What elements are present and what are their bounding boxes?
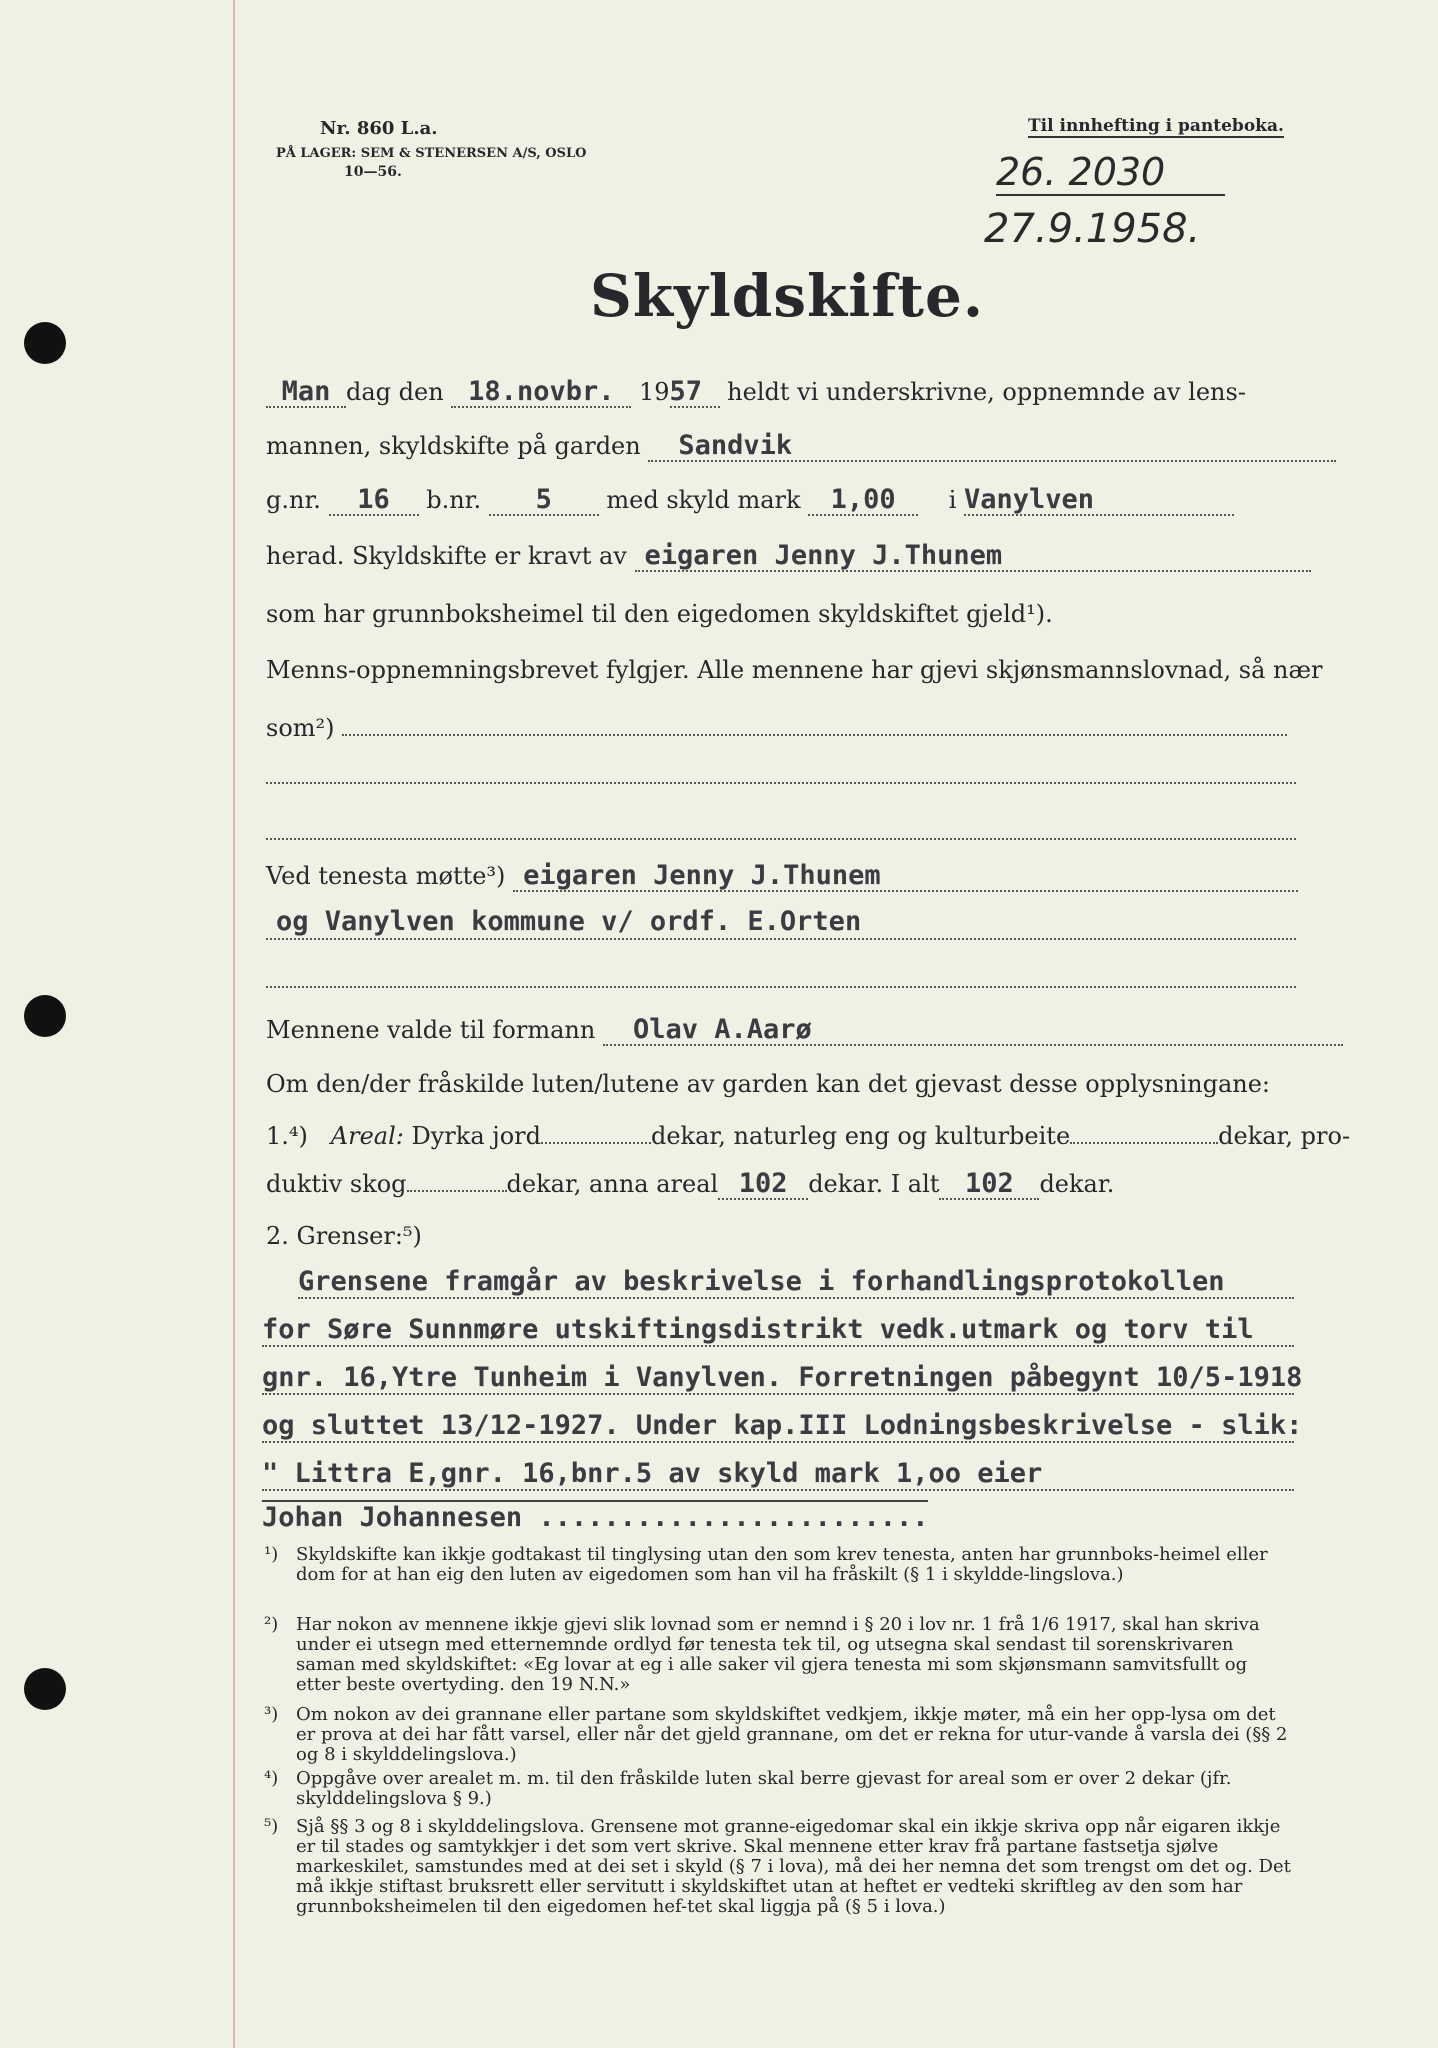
boundary-line: Grensene framgår av beskrivelse i forhandlingsprotokollen [298, 1266, 1294, 1299]
year-field: 57 [670, 378, 720, 408]
punch-hole [24, 322, 66, 364]
line-areal: 1.⁴) Areal: Dyrka jord dekar, naturleg eng og kulturbeite dekar, pro- [266, 1122, 1351, 1150]
attendee-1: eigaren Jenny J.Thunem [513, 862, 1298, 892]
boundary-line: " Littra E,gnr. 16,bnr.5 av skyld mark 1,oo eier [262, 1458, 1294, 1491]
attendee-2: og Vanylven kommune v/ ordf. E.Orten [266, 906, 1296, 940]
line-farm: mannen, skyldskifte på garden Sandvik [266, 432, 1336, 462]
boundary-line: for Søre Sunnmøre utskiftingsdistrikt vedk.utmark og torv til [262, 1314, 1294, 1347]
farm-field: Sandvik [648, 432, 1336, 462]
form-number: Nr. 860 L.a. [320, 118, 438, 139]
print-date: 10—56. [344, 164, 402, 180]
binding-note: Til innhefting i panteboka. [1028, 116, 1284, 136]
blank-line [266, 754, 1296, 784]
info-intro: Om den/der fråskilde luten/lutene av garden kan det gjevast desse opplysningane: [266, 1070, 1271, 1098]
handwritten-date: 27.9.1958. [984, 206, 1201, 252]
line-grunnbok: som har grunnboksheimel til den eigedomen skyldskiftet gjeld¹). [266, 600, 1053, 628]
line-requester: herad. Skyldskifte er kravt av eigaren Jenny J.Thunem [266, 542, 1311, 572]
requester-field: eigaren Jenny J.Thunem [635, 542, 1311, 572]
line-som: som²) [266, 714, 1287, 742]
line-attendance: Ved tenesta møtte³) eigaren Jenny J.Thunem [266, 862, 1298, 892]
municipality-field: Vanylven [964, 486, 1234, 516]
line-gnr: g.nr. 16 b.nr. 5 med skyld mark 1,00 i Vanylven [266, 486, 1234, 516]
gnr-field: 16 [329, 486, 419, 516]
line-menns: Menns-oppnemningsbrevet fylgjer. Alle mennene har gjevi skjønsmannslovnad, så nær [266, 656, 1323, 684]
punch-hole [24, 1668, 66, 1710]
day-field: Man [266, 378, 346, 408]
margin-line [233, 0, 235, 2048]
chair-name: Olav A.Aarø [603, 1016, 1343, 1046]
bnr-field: 5 [489, 486, 599, 516]
boundary-line: og sluttet 13/12-1927. Under kap.III Lodningsbeskrivelse - slik: [262, 1410, 1303, 1441]
handwritten-number: 26. 2030 [996, 150, 1225, 196]
line-skog: duktiv skog dekar, anna areal 102 dekar. I alt 102 dekar. [266, 1168, 1115, 1199]
boundary-line: Johan Johannesen ........................ [262, 1502, 929, 1533]
boundary-line: gnr. 16,Ytre Tunheim i Vanylven. Forretningen påbegynt 10/5-1918 [262, 1362, 1303, 1393]
document-title: Skyldskifte. [590, 262, 985, 330]
total-field: 102 [939, 1170, 1039, 1200]
grenser-label: 2. Grenser:⁵) [266, 1222, 422, 1250]
line-date: Man dag den 18.novbr. 1957 heldt vi underskrivne, oppnemnde av lens- [266, 378, 1296, 410]
line-chair: Mennene valde til formann Olav A.Aarø [266, 1016, 1343, 1046]
blank-line [266, 810, 1296, 840]
skyld-field: 1,00 [808, 486, 918, 516]
publisher: PÅ LAGER: SEM & STENERSEN A/S, OSLO [276, 146, 587, 161]
date-field: 18.novbr. [451, 378, 631, 408]
blank-line [266, 958, 1296, 988]
anna-areal-field: 102 [718, 1170, 808, 1200]
punch-hole [24, 995, 66, 1037]
